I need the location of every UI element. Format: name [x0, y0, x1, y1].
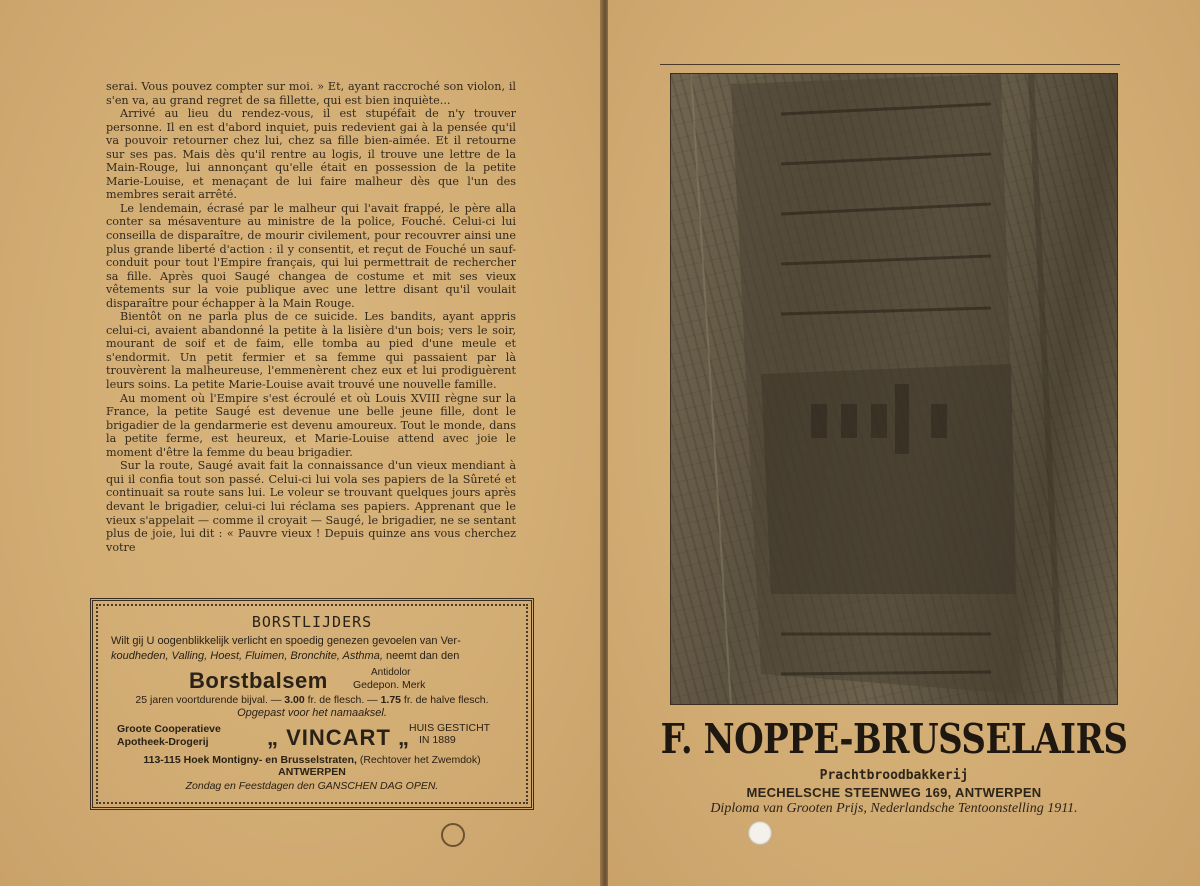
paragraph: Le lendemain, écrasé par le malheur qui l'avait frappé, le père alla conter sa mésaventure au ministre de la police, Fouché. Celui-ci lui conseilla de disparaître, de mourir civilement, pour recouvrer ainsi une plus grande liberté d'action : il y consentit, et reçut de Fouché un sauf-conduit pour tout l'Empire français, qui lui permettrait de rechercher sa fille. Après quoi Saugé changea de costume et mit ses vieux vêtements sur la voie publique avec une lettre disant qu'il voulait disparaître pour échapper à la Main Rouge. — [106, 201, 516, 310]
advert-city: ANTWERPEN — [278, 766, 346, 778]
price-text: fr. de flesch. — — [304, 694, 381, 706]
price-half: 1.75 — [380, 694, 402, 706]
price-text: fr. de halve flesch. — [401, 694, 489, 706]
borstbalsem-advert — [90, 598, 534, 810]
brand-trademark: Gedepon. Merk — [353, 679, 426, 691]
address-street: 113-115 Hoek Montigny- en Brusselstraten, — [143, 754, 357, 766]
advert-brand-row — [107, 666, 517, 696]
founded-year: IN 1889 — [419, 734, 456, 746]
firm-address: MECHELSCHE STEENWEG 169, ANTWERPEN — [746, 785, 1042, 800]
brand-name: Borstbalsem — [189, 668, 328, 693]
advert-address — [107, 754, 517, 766]
coop-line: Apotheek-Drogerij — [117, 736, 209, 748]
brand-antidolor: Antidolor — [371, 667, 411, 678]
advert-intro-line: Wilt gij U oogenblikkelijk verlicht en spoedig genezen gevoelen van Ver- — [111, 635, 461, 647]
firm-name: F. NOPPE-BRUSSELAIRS — [660, 716, 1128, 764]
bakery-building-photo — [670, 73, 1118, 705]
paragraph: Arrivé au lieu du rendez-vous, il est stupéfait de n'y trouver personne. Il en est d'abord inquiet, puis redevient gai à la pensée qu'il va pouvoir retourner chez lui, chez sa fille bien-aimée. Et il retourne sur ses pas. Mais dès qu'il rentre au logis, il trouve une lettre de la Main-Rouge, lui annonçant qu'elle était en possession de la petite Marie-Louise, et menaçant de lui faire malheur dès que l'un des membres serait arrêté. — [106, 107, 516, 202]
firm-trade: Prachtbroodbakkerij — [819, 768, 969, 783]
price-full: 3.00 — [284, 694, 305, 706]
firm-diploma: Diploma van Grooten Prijs, Nederlandsche Tentoonstelling 1911. — [710, 801, 1078, 816]
advert-intro-rest: neemt dan den — [382, 650, 460, 662]
paragraph: Sur la route, Saugé avait fait la connaissance d'un vieux mendiant à qui il confia tout son passé. Celui-ci lui vola ses papiers de la Sûreté et continuait sa route sans lui. Le voleur se trouvant quelques jours après devant le brigadier, celui-ci lui réclama ses papiers. Apprenant que le vieux s'appelait — comme il croyait — Saugé, le brigadier, ne se sentant plus de joie, lui dit : « Pauvre vieux ! Depuis quinze ans vous cherchez votre — [106, 459, 516, 554]
vincart-name: „ VINCART „ — [267, 725, 410, 750]
paragraph: serai. Vous pouvez compter sur moi. » Et, ayant raccroché son violon, il s'en va, au grand regret de sa fillette, qui est bien inquiète... — [106, 80, 516, 107]
building-illustration — [671, 74, 1118, 705]
advert-warning: Opgepast voor het namaaksel. — [237, 707, 387, 719]
story-text — [106, 80, 516, 554]
advert-intro — [107, 634, 517, 664]
coop-line: Groote Cooperatieve — [117, 723, 221, 735]
paragraph: Au moment où l'Empire s'est écroulé et où Louis XVIII règne sur la France, la petite Saugé est devenue une belle jeune fille, dont le brigadier de la gendarmerie est devenu amoureux. Tout le monde, dans la petite ferme, est heureux, et Marie-Louise attend avec joie le moment d'être la femme du beau brigadier. — [106, 391, 516, 459]
punch-hole — [748, 821, 772, 845]
top-rule — [660, 64, 1120, 65]
advert-title: BORSTLIJDERS — [251, 613, 373, 631]
advert-coop-row — [107, 721, 517, 753]
noppe-brusselairs-advert — [660, 712, 1128, 817]
founded-label: HUIS GESTICHT — [409, 722, 491, 734]
paragraph: Bientôt on ne parla plus de ce suicide. Les bandits, ayant appris celui-ci, avaient abandonné la petite à la lisière d'un bois; vers le soir, mourant de soif et de faim, elle tomba au pied d'une meule et s'endormit. Un petit fermier et sa femme qui passaient par là trouvèrent la malheureuse, l'emmenèrent chez eux et lui prodiguèrent leurs soins. La petite Marie-Louise avait trouvé une nouvelle famille. — [106, 310, 516, 392]
price-text: 25 jaren voortdurende bijval. — — [135, 694, 285, 706]
punch-hole — [441, 823, 465, 847]
advert-hours: Zondag en Feestdagen den GANSCHEN DAG OPEN. — [185, 780, 439, 792]
address-note: (Rechtover het Zwemdok) — [356, 754, 481, 766]
advert-ailments: koudheden, Valling, Hoest, Fluimen, Bronchite, Asthma, — [111, 650, 383, 662]
